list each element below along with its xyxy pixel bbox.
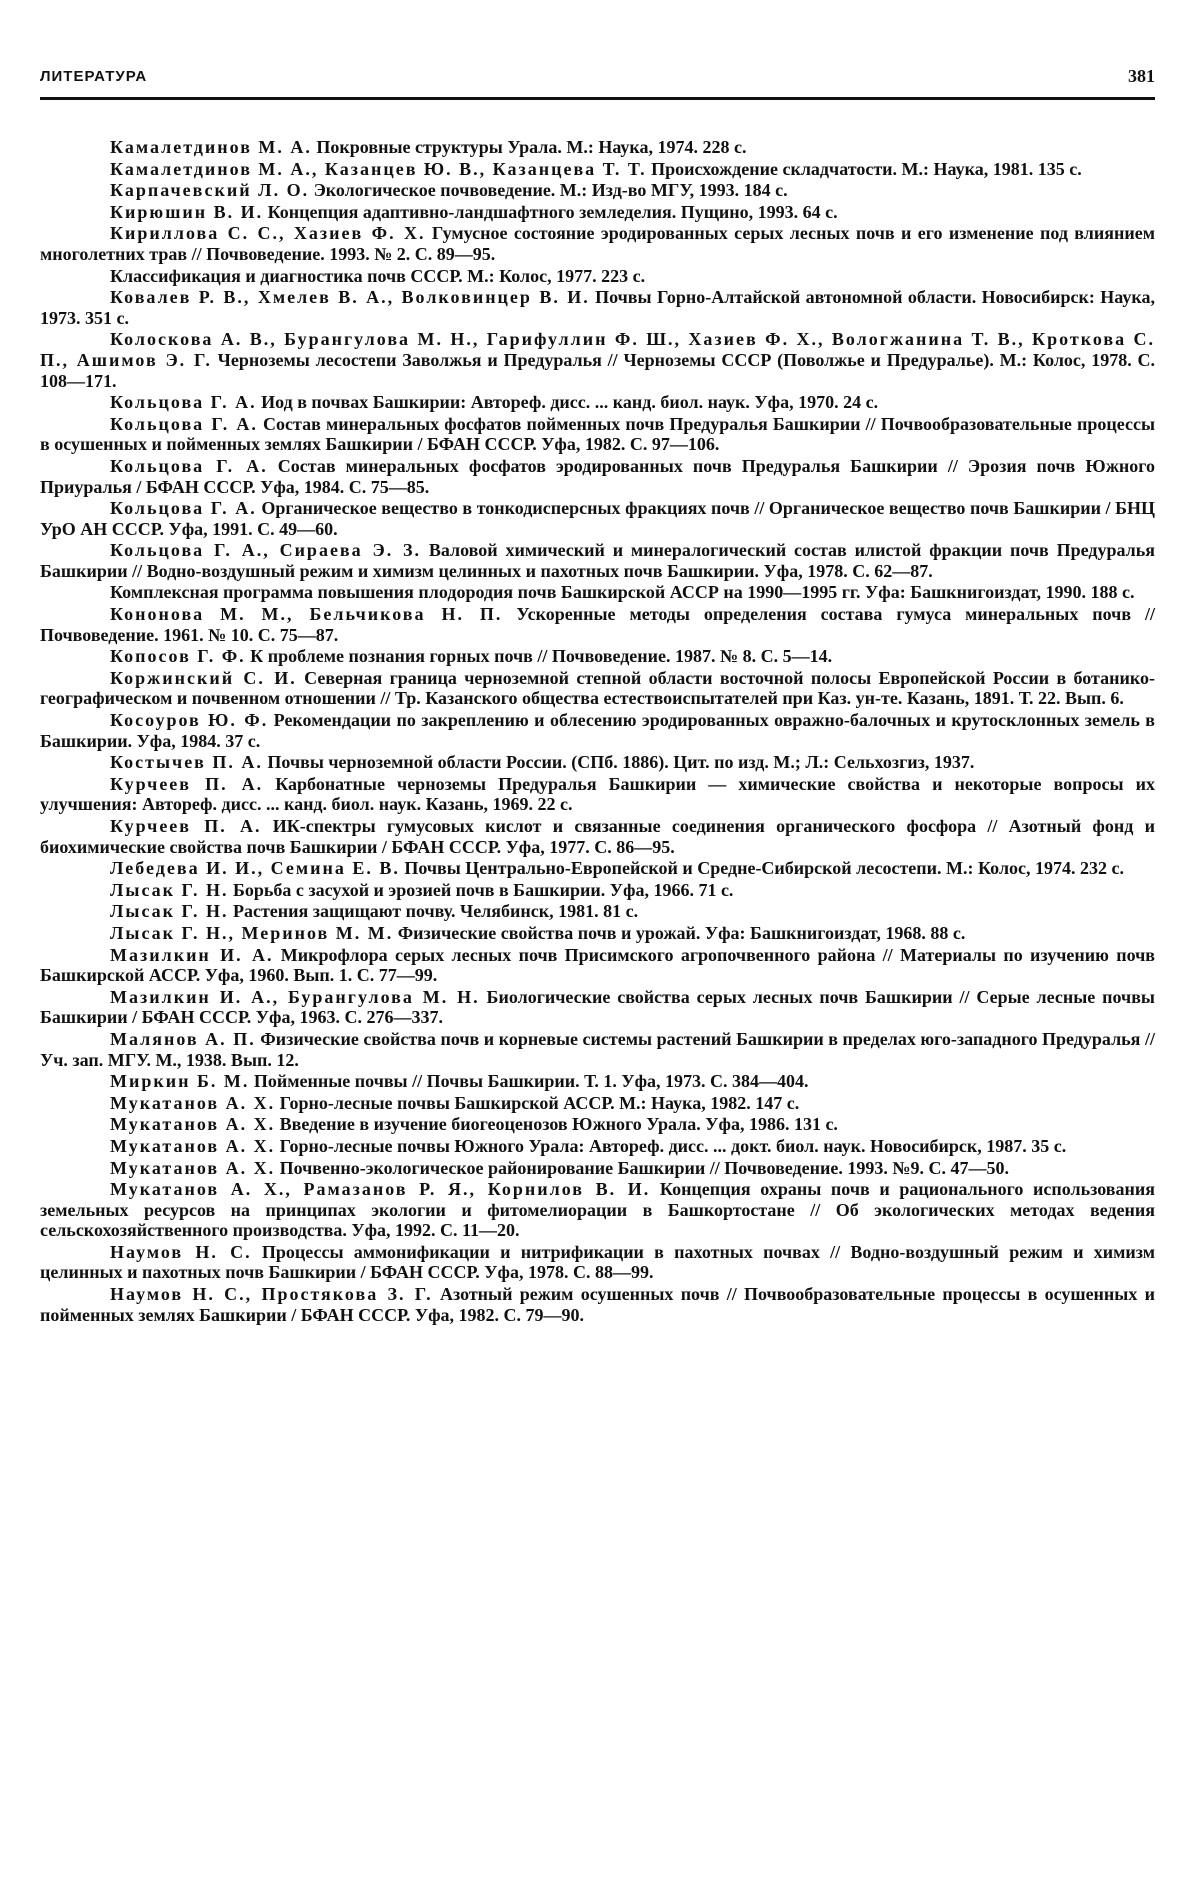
bibliography-entry [40, 582, 1155, 603]
entry-details: Азотный режим осушенных почв // Почвообразовательные процессы в осушенных и пойменных землях Башкирии / БФАН СССР. Уфа, 1982. С. 79—90. [40, 1284, 1155, 1325]
entry-details: Почвенно-экологическое районирование Башкирии // Почвоведение. 1993. №9. С. 47—50. [275, 1157, 1009, 1178]
entry-author: Лысак Г. Н. [110, 879, 229, 900]
entry-details: Физические свойства почв и корневые системы растений Башкирии в пределах юго-западного Предуралья // Уч. зап. МГУ. М., 1938. Вып. 12. [40, 1028, 1155, 1070]
entry-details: Биологические свойства серых лесных почв Башкирии // Серые лесные почвы Башкирии / БФАН СССР. Уфа, 1963. С. 276—337. [40, 986, 1155, 1028]
entry-author: Миркин Б. М. [110, 1071, 250, 1092]
bibliography-entry [40, 752, 1155, 773]
entry-details: Комплексная программа повышения плодородия почв Башкирской АССР на 1990—1995 гг. Уфа: Башкнигоиздат, 1990. 188 с. [110, 582, 1135, 603]
bibliography-entry [40, 1242, 1155, 1283]
entry-details: Северная граница черноземной степной области восточной полосы Европейской России в ботанико-географическом и почвенном отношении // Тр. Казанского общества естествоиспытателей при Каз. ун-те. Казань, 1891. Т. 22. Вып. 6. [40, 667, 1155, 709]
bibliography-entry [40, 1179, 1155, 1241]
entry-author: Копосов Г. Ф. [110, 646, 246, 667]
page-number: 381 [1128, 66, 1155, 86]
bibliography-entry [40, 901, 1155, 922]
entry-author: Коржинский С. И. [110, 667, 297, 688]
entry-details: Почвы черноземной области России. (СПб. 1886). Цит. по изд. М.; Л.: Сельхозгиз, 1937. [262, 752, 975, 773]
entry-details: Иод в почвах Башкирии: Автореф. дисс. ... канд. биол. наук. Уфа, 1970. 24 с. [256, 392, 879, 413]
entry-details: Пойменные почвы // Почвы Башкирии. Т. 1. Уфа, 1973. С. 384—404. [249, 1071, 809, 1092]
entry-author: Мазилкин И. А., Бурангулова М. Н. [110, 986, 480, 1007]
entry-author: Кольцова Г. А. [110, 455, 268, 476]
bibliography-entry [40, 540, 1155, 581]
entry-author: Наумов Н. С., Простякова З. Г. [110, 1284, 433, 1305]
entry-details: Почвы Горно-Алтайской автономной области. Новосибирск: Наука, 1973. 351 с. [40, 287, 1155, 328]
entry-details: Карбонатные черноземы Предуралья Башкирии — химические свойства и некоторые вопросы их улучшения: Автореф. дисс. ... канд. биол. наук. Казань, 1969. 22 с. [40, 773, 1155, 815]
entry-details: Гумусное состояние эродированных серых лесных почв и его изменение под влиянием многолетних трав // Почвоведение. 1993. № 2. С. 89—95. [40, 223, 1155, 264]
bibliography-entry [40, 287, 1155, 328]
entry-details: Горно-лесные почвы Южного Урала: Автореф. дисс. ... докт. биол. наук. Новосибирск, 1987. 35 с. [275, 1135, 1067, 1156]
bibliography-entry [40, 1284, 1155, 1325]
bibliography-entry [40, 137, 1155, 158]
entry-author: Лебедева И. И., Семина Е. В. [110, 858, 400, 879]
entry-details: Борьба с засухой и эрозией почв в Башкирии. Уфа, 1966. 71 с. [228, 879, 734, 900]
entry-details: Экологическое почвоведение. М.: Изд-во МГУ, 1993. 184 с. [309, 180, 788, 201]
entry-author: Кольцова Г. А. [110, 392, 257, 413]
entry-details: Концепция охраны почв и рационального использования земельных ресурсов на принципах экологии и фитомелиорации в Башкортостане // Об экологических методах ведения сельскохозяйственного производства. Уфа, 1992. С. 11—20. [40, 1179, 1155, 1241]
entry-author: Кононова М. М., Бельчикова Н. П. [110, 604, 503, 625]
bibliography-entry [40, 223, 1155, 264]
bibliography-entry [40, 1136, 1155, 1157]
entry-details: Процессы аммонификации и нитрификации в пахотных почвах // Водно-воздушный режим и химизм целинных и пахотных почв Башкирии / БФАН СССР. Уфа, 1978. С. 88—99. [40, 1241, 1155, 1283]
bibliography-entry [40, 180, 1155, 201]
bibliography-entry [40, 858, 1155, 879]
entry-author: Кольцова Г. А. [110, 498, 257, 519]
bibliography-entry [40, 498, 1155, 539]
entry-author: Наумов Н. С. [110, 1241, 252, 1262]
bibliography-entry [40, 414, 1155, 455]
bibliography-entry [40, 159, 1155, 180]
bibliography-entry [40, 880, 1155, 901]
entry-author: Карпачевский Л. О. [110, 180, 310, 201]
bibliography-entry [40, 266, 1155, 287]
bibliography-entry [40, 202, 1155, 223]
entry-author: Курчеев П. А. [110, 773, 264, 794]
bibliography-entry [40, 1093, 1155, 1114]
bibliography-entry [40, 774, 1155, 815]
entry-author: Камалетдинов М. А. [110, 137, 312, 157]
entry-details: К проблеме познания горных почв // Почвоведение. 1987. № 8. С. 5—14. [245, 646, 833, 667]
header-rule [40, 97, 1155, 100]
bibliography-entry [40, 1158, 1155, 1179]
bibliography-entry [40, 604, 1155, 645]
entry-details: Введение в изучение биогеоценозов Южного Урала. Уфа, 1986. 131 с. [275, 1114, 838, 1135]
entry-author: Мукатанов А. Х. [110, 1135, 276, 1156]
entry-details: Состав минеральных фосфатов пойменных почв Предуралья Башкирии // Почвообразовательные процессы в осушенных и пойменных землях Башкирии / БФАН СССР. Уфа, 1982. С. 97—106. [40, 413, 1155, 455]
entry-author: Кириллова С. С., Хазиев Ф. Х. [110, 223, 426, 244]
entry-author: Мукатанов А. Х. [110, 1092, 276, 1113]
entry-author: Кирюшин В. И. [110, 201, 264, 222]
entry-author: Мукатанов А. Х. [110, 1114, 276, 1135]
entry-details: Горно-лесные почвы Башкирской АССР. М.: Наука, 1982. 147 с. [275, 1092, 800, 1113]
entry-author: Кольцова Г. А. [110, 413, 258, 434]
entry-author: Мукатанов А. Х., Рамазанов Р. Я., Корнилов В. И. [110, 1179, 651, 1200]
entry-author: Малянов А. П. [110, 1028, 256, 1049]
bibliography-entry [40, 987, 1155, 1028]
entry-author: Курчеев П. А. [110, 816, 262, 836]
entry-details: Состав минеральных фосфатов эродированных почв Предуралья Башкирии // Эрозия почв Южного Приуралья / БФАН СССР. Уфа, 1984. С. 75—85. [40, 455, 1155, 497]
entry-author: Кольцова Г. А., Сираева Э. З. [110, 540, 422, 561]
entry-author: Лысак Г. Н. [110, 901, 229, 922]
entry-author: Костычев П. А. [110, 752, 263, 773]
running-head: ЛИТЕРАТУРА [40, 68, 148, 85]
entry-details: Черноземы лесостепи Заволжья и Предуралья // Черноземы СССР (Поволжье и Предуралье). М.: Колос, 1978. С. 108—171. [40, 349, 1156, 391]
bibliography-entry [40, 816, 1155, 857]
bibliography-list [40, 137, 1155, 1326]
bibliography-entry [40, 1029, 1155, 1070]
page-header [40, 60, 1155, 100]
entry-details: Физические свойства почв и урожай. Уфа: Башкнигоиздат, 1968. 88 с. [393, 922, 966, 943]
entry-details: Рекомендации по закреплению и облесению эродированных овражно-балочных и крутосклонных земель в Башкирии. Уфа, 1984. 37 с. [40, 710, 1155, 751]
bibliography-entry [40, 668, 1155, 709]
bibliography-entry [40, 646, 1155, 667]
entry-author: Лысак Г. Н., Меринов М. М. [110, 922, 394, 943]
entry-author: Мукатанов А. Х. [110, 1157, 276, 1178]
entry-author: Мазилкин И. А. [110, 944, 274, 965]
entry-author: Камалетдинов М. А., Казанцев Ю. В., Казанцева Т. Т. [110, 158, 647, 179]
entry-details: Микрофлора серых лесных почв Присимского агропочвенного района // Материалы по изучению почв Башкирской АССР. Уфа, 1960. Вып. 1. С. 77—99. [40, 944, 1155, 986]
entry-details: Растения защищают почву. Челябинск, 1981. 81 с. [228, 901, 639, 922]
entry-details: Классификация и диагностика почв СССР. М.: Колос, 1977. 223 с. [110, 265, 646, 286]
entry-details: ИК-спектры гумусовых кислот и связанные соединения органического фосфора // Азотный фонд и биохимические свойства почв Башкирии / БФАН СССР. Уфа, 1977. С. 86—95. [40, 816, 1155, 857]
bibliography-entry [40, 329, 1155, 391]
bibliography-entry [40, 1114, 1155, 1135]
entry-details: Концепция адаптивно-ландшафтного земледелия. Пущино, 1993. 64 с. [263, 201, 838, 222]
bibliography-entry [40, 945, 1155, 986]
entry-details: Почвы Центрально-Европейской и Средне-Сибирской лесостепи. М.: Колос, 1974. 232 с. [399, 858, 1125, 879]
bibliography-entry [40, 1071, 1155, 1092]
bibliography-entry [40, 923, 1155, 944]
entry-details: Ускоренные методы определения состава гумуса минеральных почв // Почвоведение. 1961. № 10. С. 75—87. [40, 604, 1155, 645]
entry-details: Происхождение складчатости. М.: Наука, 1981. 135 с. [646, 158, 1082, 179]
entry-author: Ковалев Р. В., Хмелев В. А., Волковинцер В. И. [110, 287, 590, 308]
entry-details: Покровные структуры Урала. М.: Наука, 1974. 228 с. [311, 137, 747, 157]
entry-author: Косоуров Ю. Ф. [110, 710, 269, 731]
entry-details: Валовой химический и минералогический состав илистой фракции почв Предуралья Башкирии // Водно-воздушный режим и химизм целинных и пахотных почв Башкирии. Уфа, 1978. С. 62—87. [40, 540, 1155, 581]
entry-author: Колоскова А. В., Бурангулова М. Н., Гарифуллин Ф. Ш., Хазиев Ф. Х., Вологжанина Т. В., Кроткова С. П., Ашимов Э. Г. [40, 329, 1155, 370]
bibliography-entry [40, 392, 1155, 413]
bibliography-entry [40, 710, 1155, 751]
bibliography-entry [40, 456, 1155, 497]
entry-details: Органическое вещество в тонкодисперсных фракциях почв // Органическое вещество почв Башкирии / БНЦ УрО АН СССР. Уфа, 1991. С. 49—60. [40, 498, 1155, 539]
